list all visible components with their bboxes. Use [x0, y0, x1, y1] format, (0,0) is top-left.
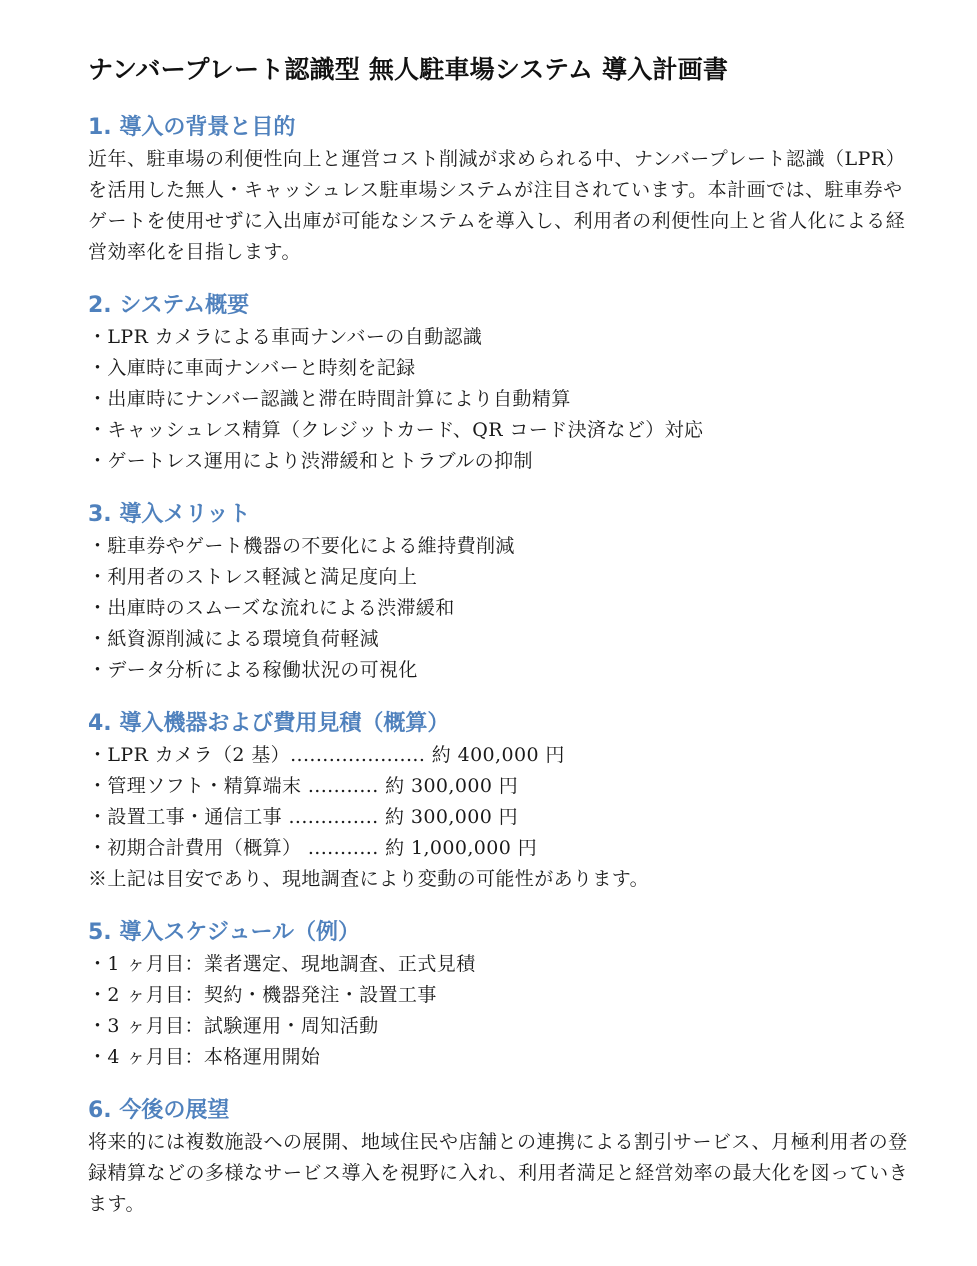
list-item: ・駐車券やゲート機器の不要化による維持費削減 [88, 535, 515, 557]
list-item: ・出庫時にナンバー認識と滞在時間計算により自動精算 [88, 388, 571, 410]
section-merits [88, 499, 918, 686]
cost-note: ※上記は目安であり、現地調査により変動の可能性があります。 [88, 868, 650, 890]
section-paragraph: 将来的には複数施設への展開、地域住民や店舗との連携による割引サービス、月極利用者の登録精算などの多様なサービス導入を視野に入れ、利用者満足と経営効率の最大化を図っていきます。 [88, 1131, 909, 1215]
cost-list [88, 740, 918, 864]
section-background [88, 112, 918, 268]
cost-item: ・設置工事・通信工事 .............. 約 300,000 円 [88, 806, 519, 828]
schedule-item: ・1 ヶ月目：業者選定、現地調査、正式見積 [88, 953, 476, 975]
section-paragraph: 近年、駐車場の利便性向上と運営コスト削減が求められる中、ナンバープレート認識（LPR）を活用した無人・キャッシュレス駐車場システムが注目されています。本計画では、駐車券やゲートを使用せずに入出庫が可能なシステムを導入し、利用者の利便性向上と省人化による経営効率化を目指します。 [88, 148, 906, 263]
section-heading: 3. 導入メリット [88, 502, 251, 527]
section-heading: 5. 導入スケジュール（例） [88, 920, 361, 945]
bullet-list [88, 322, 918, 477]
section-heading: 4. 導入機器および費用見積（概算） [88, 711, 450, 736]
list-item: ・ゲートレス運用により渋滞緩和とトラブルの抑制 [88, 450, 533, 472]
cost-item: ・管理ソフト・精算端末 ........... 約 300,000 円 [88, 775, 519, 797]
cost-item: ・初期合計費用（概算） ........... 約 1,000,000 円 [88, 837, 538, 859]
cost-item: ・LPR カメラ（2 基）..................... 約 400,000 円 [88, 744, 565, 766]
section-heading: 2. システム概要 [88, 293, 250, 318]
list-item: ・紙資源削減による環境負荷軽減 [88, 628, 380, 650]
list-item: ・利用者のストレス軽減と満足度向上 [88, 566, 418, 588]
schedule-item: ・4 ヶ月目：本格運用開始 [88, 1046, 321, 1068]
section-overview [88, 290, 918, 477]
section-schedule [88, 917, 918, 1073]
schedule-item: ・2 ヶ月目：契約・機器発注・設置工事 [88, 984, 437, 1006]
schedule-item: ・3 ヶ月目：試験運用・周知活動 [88, 1015, 379, 1037]
section-heading: 1. 導入の背景と目的 [88, 115, 296, 140]
document-title: ナンバープレート認識型 無人駐車場システム 導入計画書 [88, 55, 729, 84]
list-item: ・入庫時に車両ナンバーと時刻を記録 [88, 357, 416, 379]
schedule-list [88, 949, 918, 1073]
list-item: ・出庫時のスムーズな流れによる渋滞緩和 [88, 597, 455, 619]
list-item: ・キャッシュレス精算（クレジットカード、QR コード決済など）対応 [88, 419, 704, 441]
document-page [88, 52, 918, 1220]
bullet-list [88, 531, 918, 686]
section-outlook [88, 1095, 918, 1220]
list-item: ・データ分析による稼働状況の可視化 [88, 659, 418, 681]
section-costs [88, 708, 918, 895]
list-item: ・LPR カメラによる車両ナンバーの自動認識 [88, 326, 483, 348]
section-heading: 6. 今後の展望 [88, 1098, 230, 1123]
